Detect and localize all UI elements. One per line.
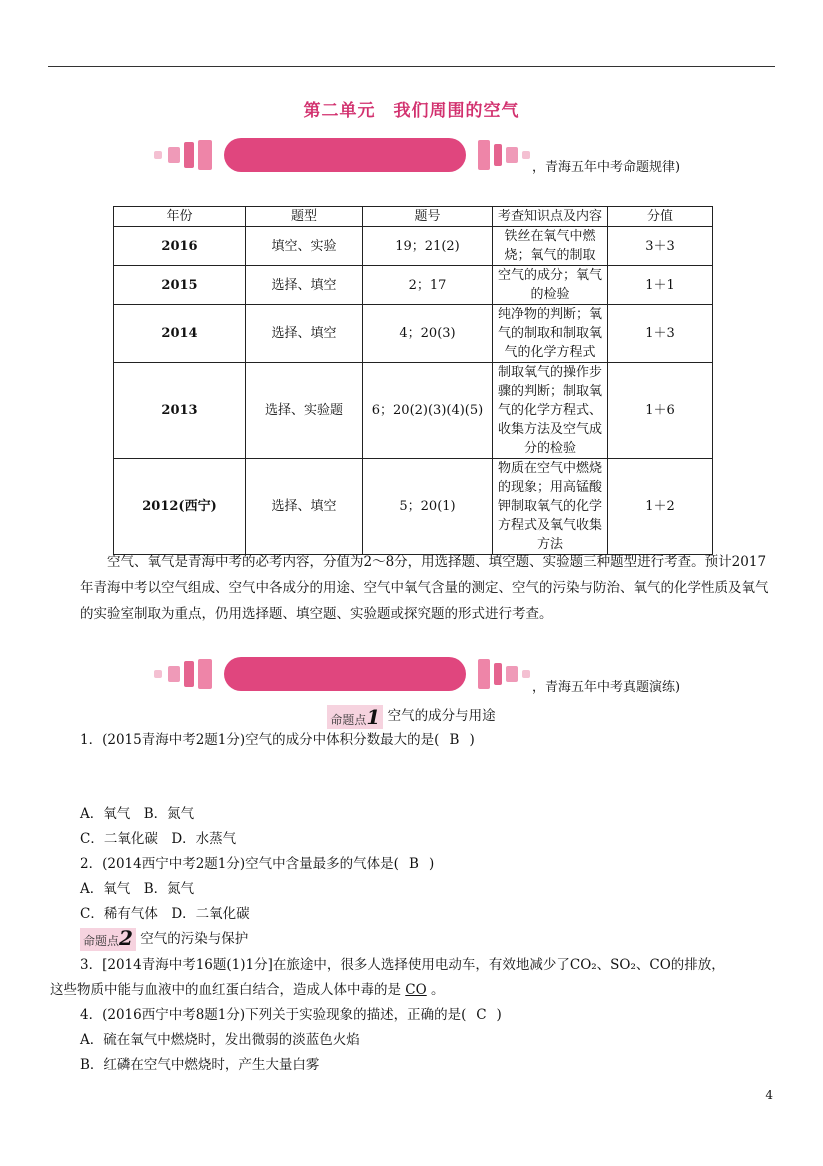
- header-year: 年份: [114, 207, 246, 227]
- header-score: 分值: [608, 207, 713, 227]
- exam-pattern-table: [113, 206, 713, 555]
- cell-number: 4；20(3): [363, 305, 493, 363]
- header-content: 考查知识点及内容: [493, 207, 608, 227]
- table-row: [114, 227, 713, 266]
- section-banner-1: [152, 138, 472, 172]
- cell-year: 2015: [114, 266, 246, 305]
- answer: C: [476, 1007, 487, 1023]
- cell-content: 制取氧气的操作步骤的判断；制取氧气的化学方程式、收集方法及空气成分的检验: [493, 363, 608, 459]
- cell-score: 1＋1: [608, 266, 713, 305]
- q2-options-ab: A．氧气 B．氮气: [80, 881, 195, 897]
- cell-score: 1＋6: [608, 363, 713, 459]
- cell-type: 选择、填空: [246, 305, 363, 363]
- key-point-title: 空气的污染与保护: [140, 931, 249, 947]
- answer: B: [408, 856, 419, 872]
- table-row: [114, 305, 713, 363]
- cell-type: 选择、实验题: [246, 363, 363, 459]
- key-point-2: [80, 928, 775, 951]
- question-3-line2: 这些物质中能与血液中的血红蛋白结合，造成人体中毒的是 CO 。: [50, 982, 445, 998]
- table-row: [114, 266, 713, 305]
- cell-number: 6；20(2)(3)(4)(5): [363, 363, 493, 459]
- header-number: 题号: [363, 207, 493, 227]
- q1-options-cd: C．二氧化碳 D．水蒸气: [80, 831, 237, 847]
- page-number: 4: [765, 1088, 773, 1102]
- answer: CO: [405, 982, 427, 998]
- banner-2-label: ，青海五年中考真题演练): [532, 680, 681, 695]
- question-4: 4．(2016西宁中考8题1分)下列关于实验现象的描述，正确的是( C ): [80, 1007, 502, 1023]
- cell-type: 选择、填空: [246, 459, 363, 555]
- answer: B: [449, 732, 460, 748]
- cell-type: 选择、填空: [246, 266, 363, 305]
- question-2: 2．(2014西宁中考2题1分)空气中含量最多的气体是( B ): [80, 856, 435, 872]
- table-row: [114, 459, 713, 555]
- q1-options-ab: A．氧气 B．氮气: [80, 806, 195, 822]
- header-rule: [48, 66, 775, 67]
- cell-year: 2013: [114, 363, 246, 459]
- cell-year: 2014: [114, 305, 246, 363]
- section-banner-2: [152, 657, 472, 691]
- cell-number: 19；21(2): [363, 227, 493, 266]
- q4-option-a: A．硫在氧气中燃烧时，发出微弱的淡蓝色火焰: [80, 1032, 360, 1048]
- cell-number: 2；17: [363, 266, 493, 305]
- table-row: [114, 363, 713, 459]
- question-1: 1．(2015青海中考2题1分)空气的成分中体积分数最大的是( B ): [80, 732, 475, 748]
- key-point-1: [0, 704, 823, 729]
- cell-type: 填空、实验: [246, 227, 363, 266]
- cell-score: 3＋3: [608, 227, 713, 266]
- cell-score: 1＋2: [608, 459, 713, 555]
- key-point-title: 空气的成分与用途: [387, 708, 496, 724]
- key-point-badge: 命题点1: [327, 705, 383, 729]
- cell-content: 铁丝在氧气中燃烧；氧气的制取: [493, 227, 608, 266]
- q2-options-cd: C．稀有气体 D．二氧化碳: [80, 906, 250, 922]
- cell-year: 2012(西宁): [114, 459, 246, 555]
- cell-score: 1＋3: [608, 305, 713, 363]
- banner-1-label: ，青海五年中考命题规律): [532, 160, 681, 175]
- cell-year: 2016: [114, 227, 246, 266]
- header-type: 题型: [246, 207, 363, 227]
- cell-content: 纯净物的判断；氧气的制取和制取氧气的化学方程式: [493, 305, 608, 363]
- summary-text: 空气、氧气是青海中考的必考内容，分值为2～8分，用选择题、填空题、实验题三种题型进行考查。预计2017年青海中考以空气组成、空气中各成分的用途、空气中氧气含量的测定、空气的污染与防治、氧气的化学性质及氧气的实验室制取为重点，仍用选择题、填空题、实验题或探究题的形式进行考查。: [80, 554, 769, 622]
- cell-content: 空气的成分；氧气的检验: [493, 266, 608, 305]
- cell-number: 5；20(1): [363, 459, 493, 555]
- page-title: 第二单元 我们周围的空气: [303, 101, 520, 121]
- q4-option-b: B．红磷在空气中燃烧时，产生大量白雾: [80, 1057, 320, 1073]
- key-point-badge: 命题点2: [80, 928, 136, 951]
- cell-content: 物质在空气中燃烧的现象；用高锰酸钾制取氧气的化学方程式及氧气收集方法: [493, 459, 608, 555]
- summary-paragraph: [80, 549, 775, 627]
- question-3: 3．[2014青海中考16题(1)1分]在旅途中，很多人选择使用电动车，有效地减少了CO₂、SO₂、CO的排放，: [80, 957, 725, 973]
- table-header-row: [114, 207, 713, 227]
